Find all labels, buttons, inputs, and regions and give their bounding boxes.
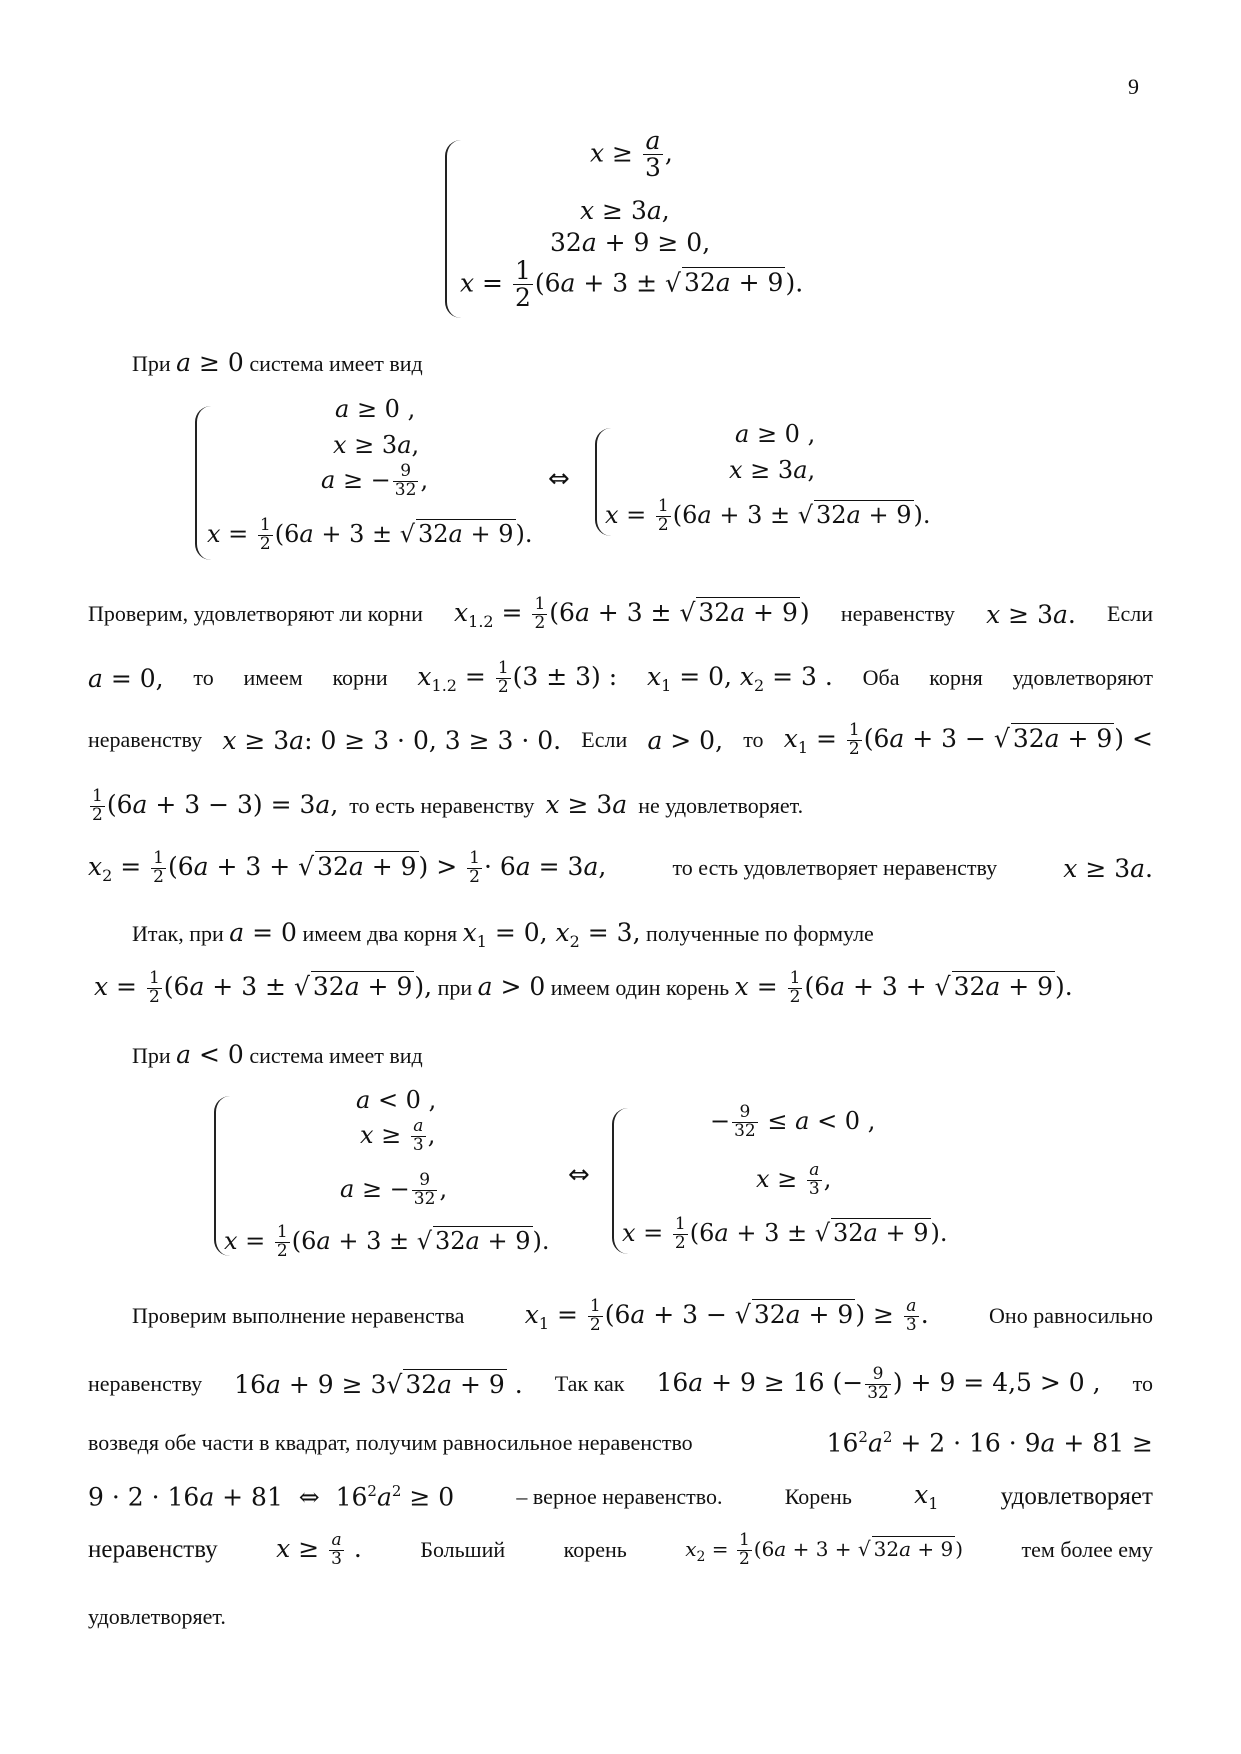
para2-line-2: a = 0, то имеем корни $x_{1.2}$ = $\frac{1}{2}$ (3 ± 3) : $x_1 = 0$, $x_2 = 3$ . Оба корня удовлетворяют — [88, 658, 1153, 697]
sys1-row-3: 32a + 9 ≥ 0, — [550, 228, 711, 257]
equivalence-symbol: ⇔ — [568, 1160, 590, 1190]
para1: При a ≥ 0 система имеет вид — [132, 348, 423, 377]
left-brace — [445, 140, 461, 318]
para4: При a < 0 система имеет вид — [132, 1040, 423, 1069]
para5-line-2: неравенству 16a + 9 ≥ 3√ 32a + 9 . Так как 16a + 9 ≥ 16 (− $\frac{9}{32}$ ) + 9 = 4,5 > 0 , то — [88, 1364, 1153, 1403]
para2-line-5: $x_2$ = $\frac{1}{2}$ (6a + 3 + √ 32a + 9) > $\frac{1}{2}$ · 6a = 3a, то есть удовлетворяет неравенству x ≥ 3a. — [88, 848, 1153, 887]
para3-line-1: Итак, при a = 0 имеем два корня $x_1 = 0$, $x_2 = 3$, полученные по формуле — [132, 918, 874, 951]
para2-line-1: Проверим, удовлетворяют ли корни $x_{1.2}$ = $\frac{1}{2}$ (6a + 3 ± √ 32a + 9) неравенству x ≥ 3a. Если — [88, 594, 1153, 633]
para5-line-6: удовлетворяет. — [88, 1604, 226, 1629]
para5-line-5: неравенству x ≥ $\frac{a}{3}$ . Больший корень $x_2$ = $\frac{1}{2}$ (6a + 3 + √ 32a + 9 ) тем более ему — [88, 1530, 1153, 1569]
sys1-row-1: x ≥ $\frac{a}{3}$ , — [590, 126, 673, 183]
para5-line-1: Проверим выполнение неравенства $x_1$ = $\frac{1}{2}$ (6a + 3 − √ 32a + 9) ≥ $\frac{a}{3}$ . Оно равносильно — [132, 1296, 1153, 1335]
sys1-row-2: x ≥ 3a, — [580, 196, 670, 225]
page-number: 9 — [1128, 74, 1139, 99]
para3-line-2: x = $\frac{1}{2}$ (6a + 3 ± √ 32a + 9), при a > 0 имеем один корень x = $\frac{1}{2}$ (6a + 3 + √ 32a + 9). — [94, 968, 1073, 1007]
para2-line-3: неравенству x ≥ 3a: 0 ≥ 3 · 0, 3 ≥ 3 · 0. Если a > 0, то $x_1$ = $\frac{1}{2}$ (6a + 3 − √ 32a + 9) < — [88, 720, 1153, 759]
equivalence-symbol: ⇔ — [548, 464, 570, 494]
sys1-row-4: x = $\frac{1}{2}$ (6a + 3 ± √ 32a + 9). — [460, 256, 804, 313]
para5-line-3: возведя обе части в квадрат, получим равносильное неравенство $16^2a^2 + 2 \cdot 16 \cdot 9a + 81$ ≥ — [88, 1428, 1153, 1458]
para5-line-4: 9 · 2 · 16a + 81 ⇔ $16^2a^2 \ge 0$ – верное неравенство. Корень $x_1$ удовлетворяет — [88, 1480, 1153, 1513]
para2-line-4: $\frac{1}{2}$ (6a + 3 − 3) = 3a, то есть неравенству x ≥ 3a не удовлетворяет. — [92, 786, 804, 825]
